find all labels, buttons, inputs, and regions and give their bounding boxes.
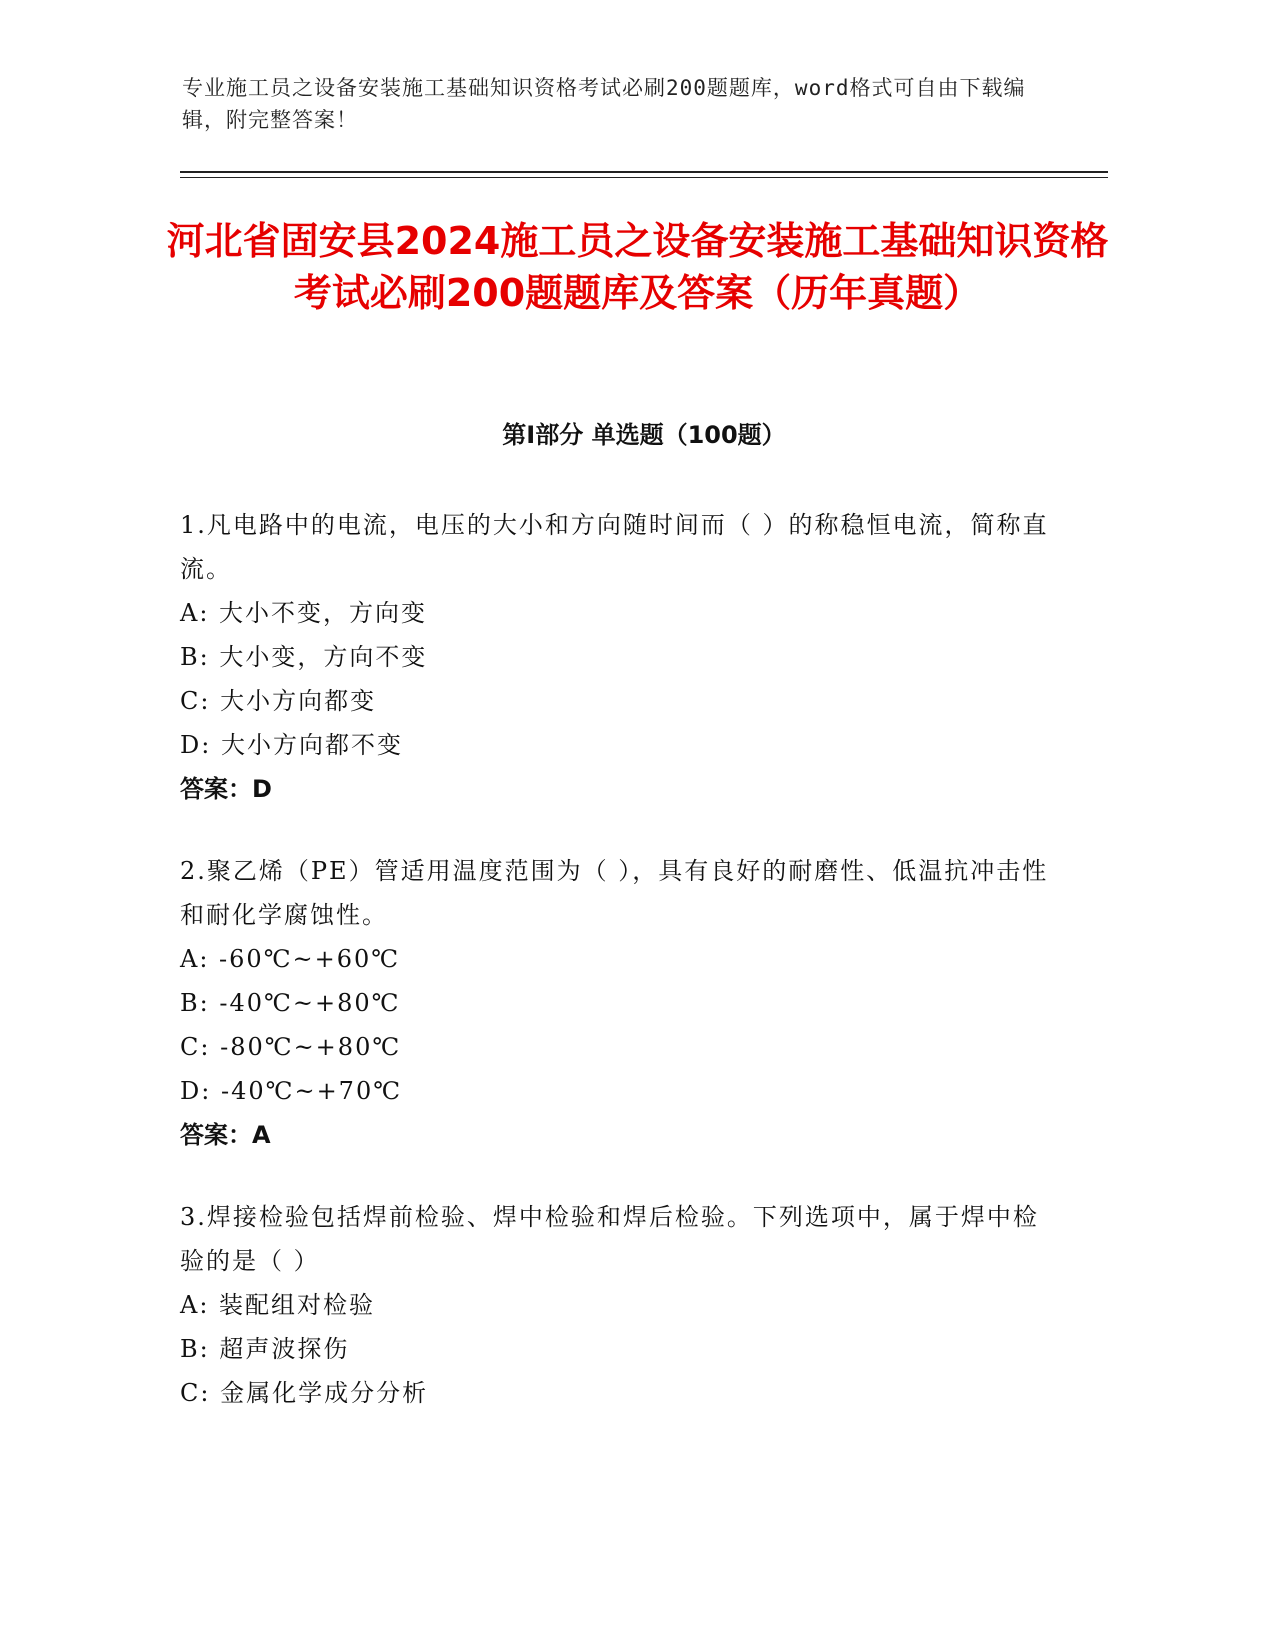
option-b: B: -40℃~+80℃ — [180, 989, 401, 1017]
question-stem: 3.焊接检验包括焊前检验、焊中检验和焊后检验。下列选项中，属于焊中检验的是（ ） — [180, 1203, 1039, 1275]
option-b: B: 超声波探伤 — [180, 1335, 350, 1363]
header-note: 专业施工员之设备安装施工基础知识资格考试必刷200题题库，word格式可自由下载编辑，附完整答案！ — [182, 76, 1026, 132]
question-list — [180, 503, 1050, 1453]
header-rule-thick — [180, 171, 1108, 173]
header-rule-thin — [180, 177, 1108, 178]
question-3 — [180, 1195, 1050, 1415]
option-a: A: 装配组对检验 — [180, 1291, 376, 1319]
option-c: C: 大小方向都变 — [180, 687, 377, 715]
option-d: D: 大小方向都不变 — [180, 731, 403, 759]
option-b: B: 大小变，方向不变 — [180, 643, 428, 671]
section-heading: 第Ⅰ部分 单选题（100题） — [502, 421, 786, 449]
answer: 答案：A — [180, 1121, 271, 1149]
option-a: A: 大小不变，方向变 — [180, 599, 428, 627]
option-c: C: -80℃~+80℃ — [180, 1033, 402, 1061]
option-c: C: 金属化学成分分析 — [180, 1379, 429, 1407]
question-stem: 2.聚乙烯（PE）管适用温度范围为（ ），具有良好的耐磨性、低温抗冲击性和耐化学腐蚀性。 — [180, 857, 1049, 929]
question-stem: 1.凡电路中的电流，电压的大小和方向随时间而（ ）的称稳恒电流，简称直流。 — [180, 511, 1049, 583]
answer: 答案：D — [180, 775, 272, 803]
question-2 — [180, 849, 1050, 1157]
option-a: A: -60℃~+60℃ — [180, 945, 401, 973]
question-1 — [180, 503, 1050, 811]
document-title: 河北省固安县2024施工员之设备安装施工基础知识资格考试必刷200题题库及答案（历年真题） — [166, 219, 1109, 315]
option-d: D: -40℃~+70℃ — [180, 1077, 403, 1105]
